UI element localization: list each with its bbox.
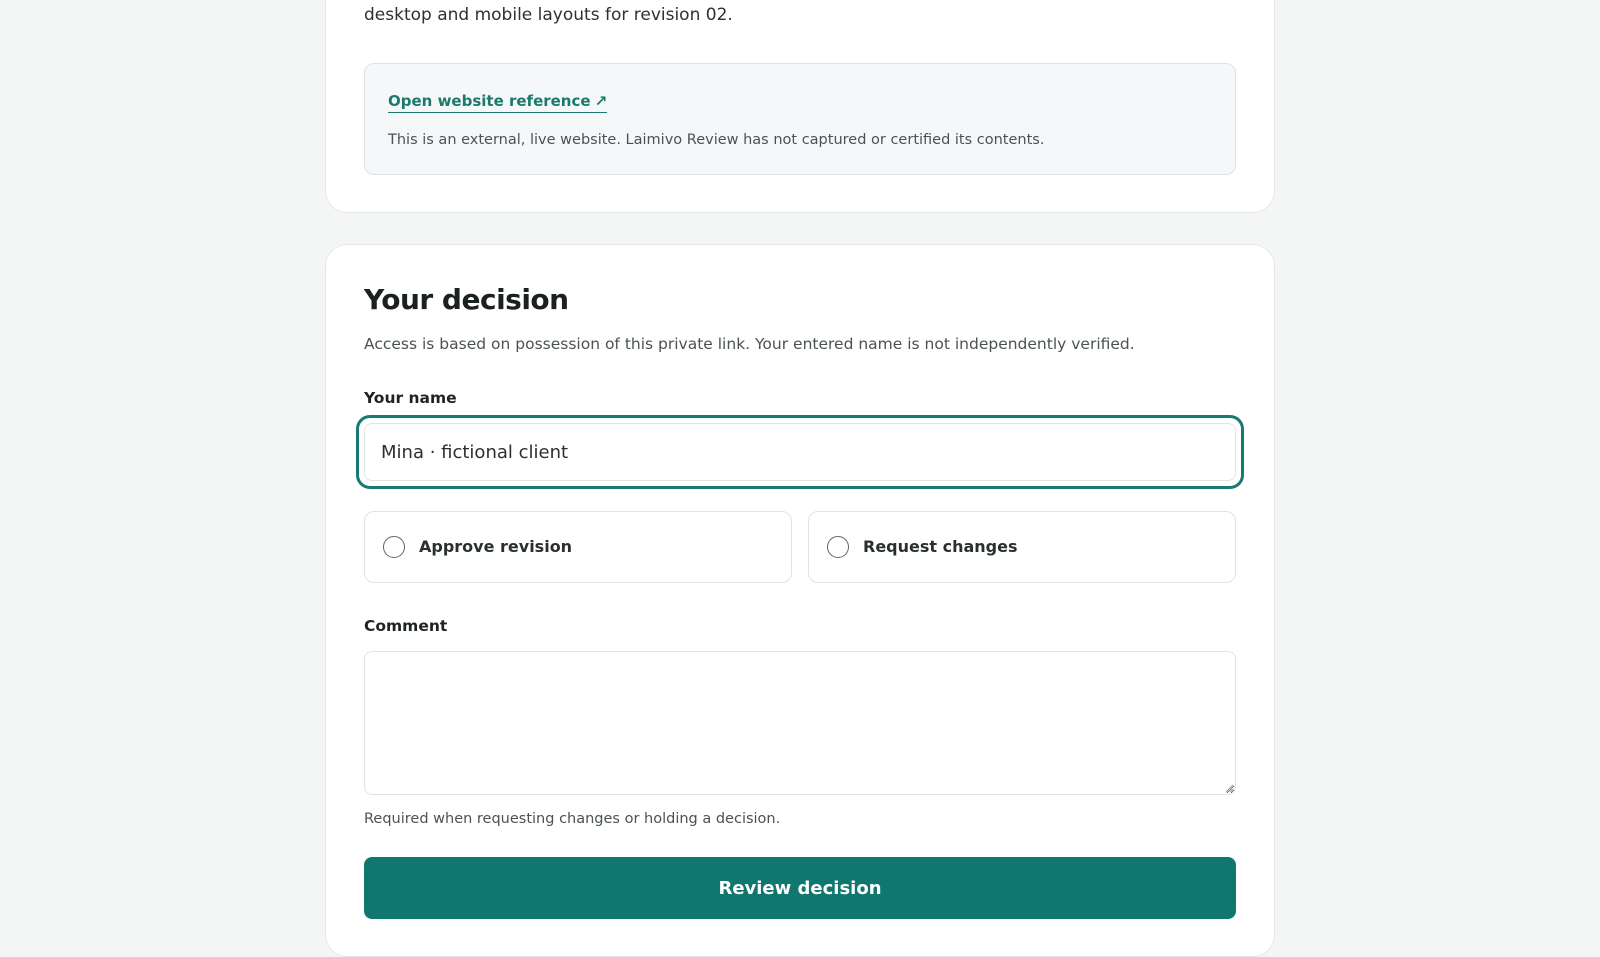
comment-helper-text: Required when requesting changes or holding a decision. (364, 811, 781, 827)
open-website-reference-link[interactable] (388, 92, 607, 113)
approve-revision-label: Approve revision (419, 537, 573, 556)
decision-title: Your decision (364, 283, 569, 316)
request-changes-option[interactable] (808, 511, 1236, 583)
reference-disclaimer: This is an external, live website. Laimivo Review has not captured or certified its contents. (388, 132, 1045, 148)
approve-revision-option[interactable] (364, 511, 792, 583)
comment-textarea[interactable] (364, 651, 1236, 795)
name-input[interactable] (364, 423, 1236, 481)
name-label: Your name (364, 389, 457, 407)
radio-unchecked-icon[interactable] (827, 536, 849, 558)
resize-grip-icon[interactable] (1224, 783, 1234, 793)
reference-link-label: Open website reference (388, 92, 591, 110)
revision-summary-text: desktop and mobile layouts for revision 02. (364, 5, 733, 25)
reference-card (325, 0, 1275, 213)
website-reference-box (364, 63, 1236, 175)
request-changes-label: Request changes (863, 537, 1018, 556)
name-field-focus-ring (356, 415, 1244, 489)
radio-unchecked-icon[interactable] (383, 536, 405, 558)
external-link-icon: ↗ (594, 92, 608, 110)
decision-description: Access is based on possession of this private link. Your entered name is not independently verified. (364, 335, 1135, 353)
review-decision-button[interactable]: Review decision (364, 857, 1236, 919)
comment-label: Comment (364, 617, 448, 635)
decision-card (325, 244, 1275, 957)
